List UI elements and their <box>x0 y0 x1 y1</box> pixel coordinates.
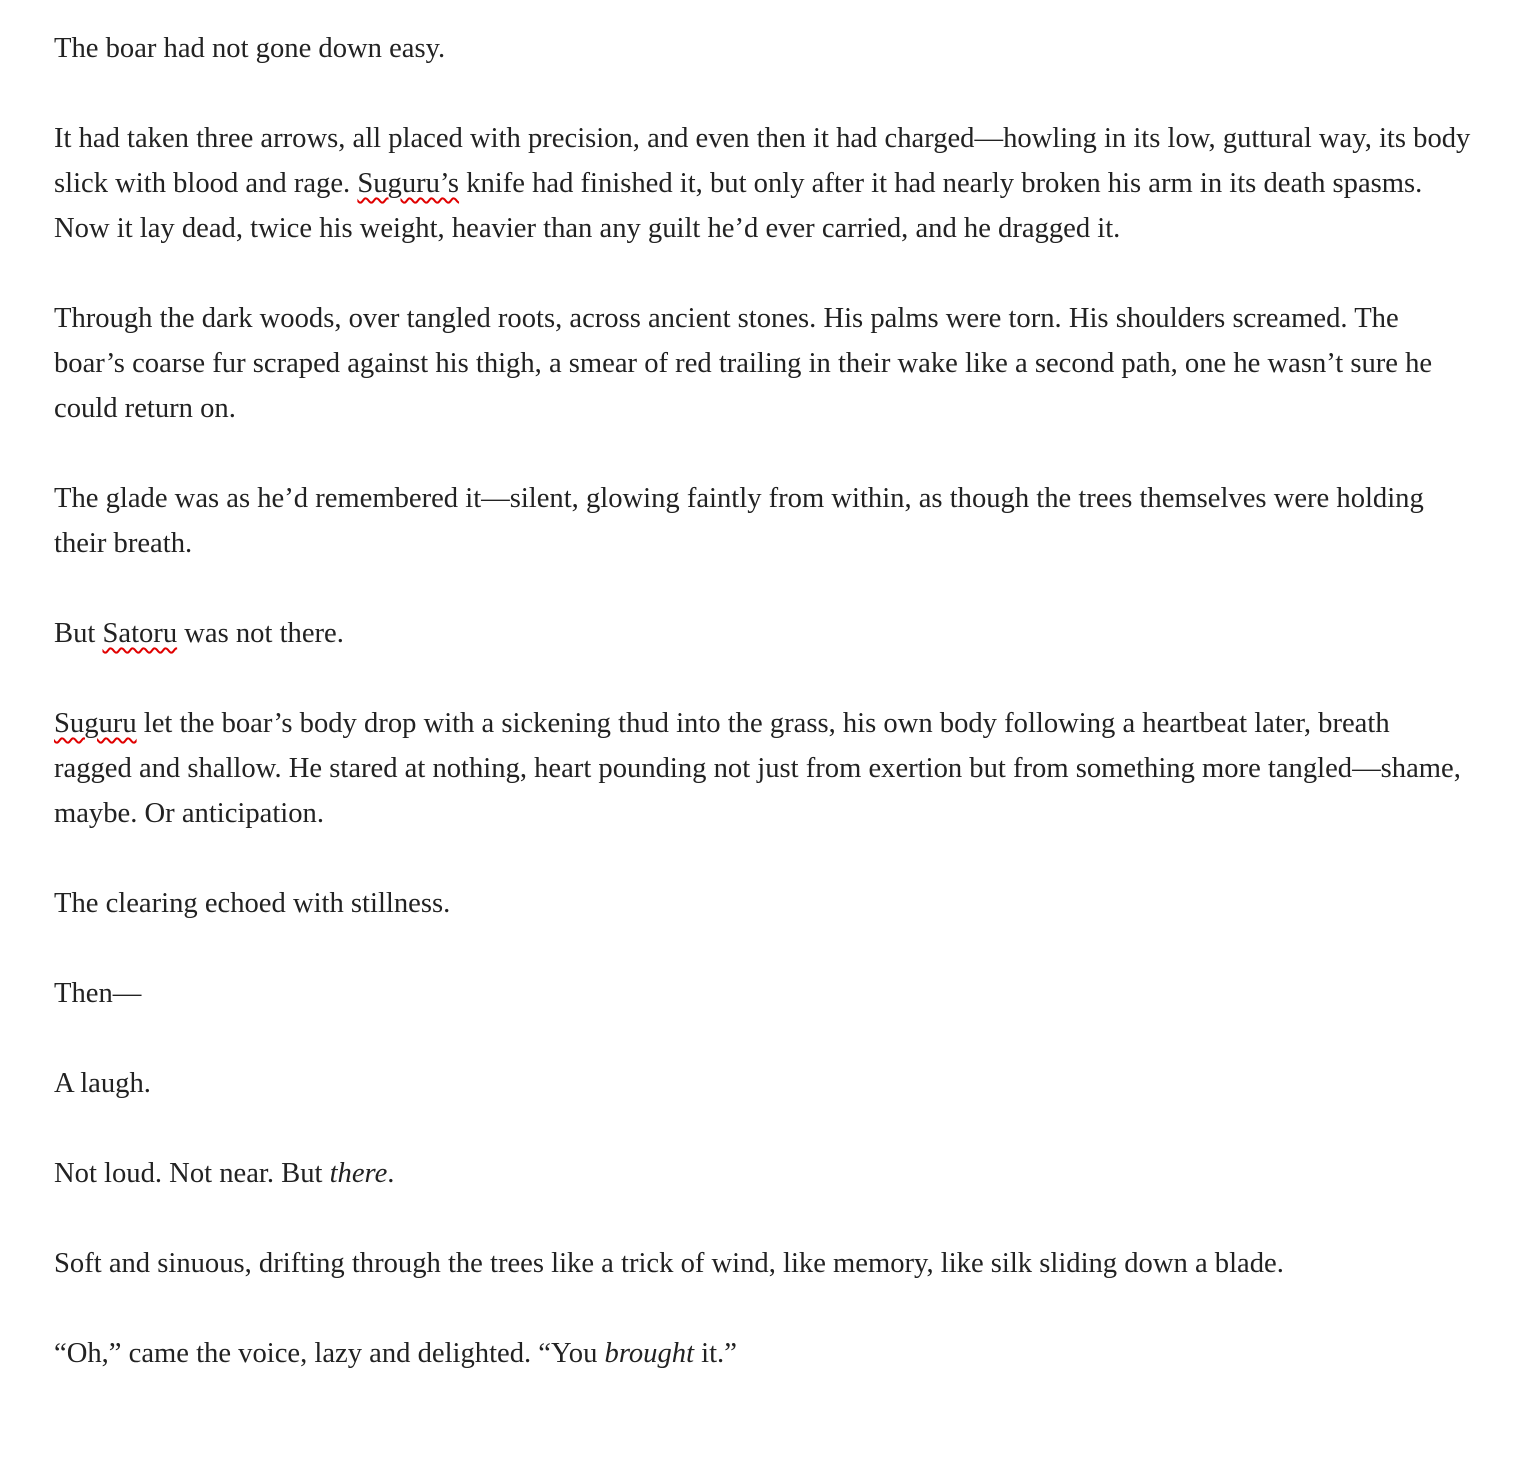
paragraph-5: But Satoru was not there. <box>54 618 344 649</box>
paragraph-11: Soft and sinuous, drifting through the trees like a trick of wind, like memory, like silk sliding down a blade. <box>54 1248 1284 1279</box>
document-body[interactable] <box>54 26 1474 1421</box>
paragraph-6: Suguru let the boar’s body drop with a sickening thud into the grass, his own body following a heartbeat later, breath ragged and shallow. He stared at nothing, heart pounding not just from exertion but from something more tangled—shame, maybe. Or anticipation. <box>54 708 1461 829</box>
paragraph-1: The boar had not gone down easy. <box>54 33 446 64</box>
paragraph-7: The clearing echoed with stillness. <box>54 888 451 919</box>
misspelled-word-suguru-s[interactable]: Suguru’s <box>357 168 460 199</box>
emphasis-there: there <box>329 1158 388 1189</box>
emphasis-brought: brought <box>604 1338 695 1369</box>
misspelled-word-suguru[interactable]: Suguru <box>54 708 137 739</box>
paragraph-2: It had taken three arrows, all placed with precision, and even then it had charged—howling in its low, guttural way, its body slick with blood and rage. Suguru’s knife had finished it, but only after it had nearly broken his arm in its death spasms. Now it lay dead, twice his weight, heavier than any guilt he’d ever carried, and he dragged it. <box>54 123 1471 244</box>
paragraph-9: A laugh. <box>54 1068 151 1099</box>
paragraph-12: “Oh,” came the voice, lazy and delighted. “You brought it.” <box>54 1338 737 1369</box>
paragraph-10: Not loud. Not near. But there. <box>54 1158 395 1189</box>
paragraph-3: Through the dark woods, over tangled roots, across ancient stones. His palms were torn. His shoulders screamed. The boar’s coarse fur scraped against his thigh, a smear of red trailing in their wake like a second path, one he wasn’t sure he could return on. <box>54 303 1433 424</box>
misspelled-word-satoru[interactable]: Satoru <box>102 618 178 649</box>
paragraph-8: Then— <box>54 978 142 1009</box>
paragraph-4: The glade was as he’d remembered it—silent, glowing faintly from within, as though the trees themselves were holding their breath. <box>54 483 1424 559</box>
